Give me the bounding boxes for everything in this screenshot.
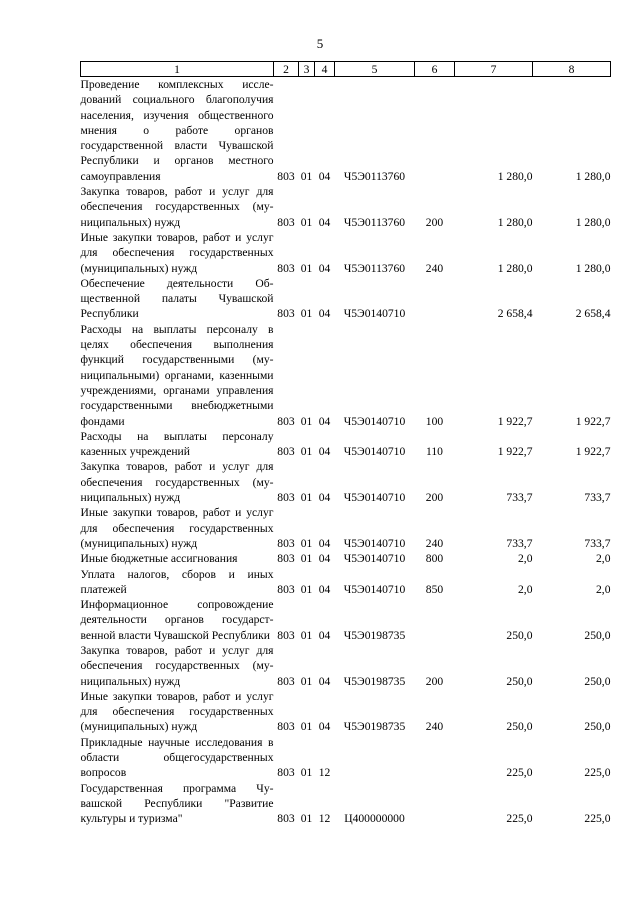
cell-expense-type <box>415 597 455 643</box>
cell-ministry-code: 803 <box>277 445 295 459</box>
cell-section: 01 <box>300 582 313 596</box>
cell-amount-7: 1 280,0 <box>497 215 533 229</box>
cell-section: 01 <box>300 491 313 505</box>
cell-expense-type <box>415 276 455 322</box>
cell-ministry-code: 803 <box>277 720 295 734</box>
cell-ministry-code: 803 <box>277 582 295 596</box>
cell-target-article: Ч5Э0113760 <box>343 261 406 275</box>
cell-amount-8: 2,0 <box>596 582 611 596</box>
cell-expense-type <box>415 735 455 781</box>
cell-section: 01 <box>300 628 313 642</box>
cell-subsection: 04 <box>318 445 331 459</box>
cell-ministry-code: 803 <box>277 491 295 505</box>
cell-section: 01 <box>300 766 313 780</box>
cell-ministry-code: 803 <box>277 674 295 688</box>
header-cell: 2 <box>274 62 299 77</box>
cell-amount-8: 2 658,4 <box>575 307 611 321</box>
cell-section: 01 <box>300 414 313 428</box>
cell-target-article <box>335 735 415 781</box>
cell-amount-8: 1 280,0 <box>575 169 611 183</box>
cell-expense-type: 240 <box>425 536 444 550</box>
cell-amount-8: 225,0 <box>584 812 611 826</box>
cell-subsection: 12 <box>318 766 331 780</box>
cell-section: 01 <box>300 536 313 550</box>
row-name: Закупка товаров, работ и услуг для обеспечения государственных (муниципальных) нужд <box>80 643 274 688</box>
cell-expense-type: 240 <box>425 261 444 275</box>
cell-target-article: Ч5Э0140710 <box>343 307 406 321</box>
cell-amount-8: 2,0 <box>596 552 611 566</box>
cell-target-article: Ч5Э0198735 <box>343 674 406 688</box>
cell-amount-7: 733,7 <box>506 491 533 505</box>
cell-ministry-code: 803 <box>277 628 295 642</box>
cell-amount-8: 1 280,0 <box>575 261 611 275</box>
table-body <box>81 77 611 827</box>
page-number: 5 <box>316 36 324 51</box>
cell-section: 01 <box>300 445 313 459</box>
cell-section: 01 <box>300 307 313 321</box>
cell-section: 01 <box>300 674 313 688</box>
cell-expense-type: 200 <box>425 491 444 505</box>
row-name: Обеспечение деятельности Общественной палаты Чувашской Республики <box>80 276 274 321</box>
cell-amount-8: 733,7 <box>584 536 611 550</box>
cell-target-article: Ч5Э0198735 <box>343 628 406 642</box>
cell-amount-8: 733,7 <box>584 491 611 505</box>
row-name: Иные бюджетные ассигнования <box>80 552 238 566</box>
table-row <box>81 735 611 781</box>
table-row <box>81 322 611 429</box>
cell-expense-type: 110 <box>426 445 443 459</box>
table-row <box>81 643 611 689</box>
row-name: Информационное сопровождение деятельности органов государственной власти Чувашской Республики <box>80 598 274 642</box>
cell-subsection: 04 <box>318 414 331 428</box>
cell-subsection: 04 <box>318 169 331 183</box>
cell-amount-7: 2,0 <box>518 552 533 566</box>
cell-amount-7: 1 922,7 <box>497 414 533 428</box>
cell-target-article: Ч5Э0140710 <box>343 491 406 505</box>
table-row <box>81 184 611 230</box>
cell-amount-8: 1 922,7 <box>575 414 611 428</box>
table-row <box>81 781 611 827</box>
cell-ministry-code: 803 <box>277 536 295 550</box>
row-name: Прикладные научные исследования в области общегосударственных вопросов <box>80 735 274 780</box>
budget-table <box>80 61 611 827</box>
cell-subsection: 04 <box>318 307 331 321</box>
cell-amount-7: 225,0 <box>506 766 533 780</box>
cell-ministry-code: 803 <box>277 414 295 428</box>
cell-amount-7: 2 658,4 <box>497 307 533 321</box>
table-row <box>81 459 611 505</box>
row-name: Расходы на выплаты персоналу казенных учреждений <box>80 429 274 459</box>
cell-amount-8: 1 280,0 <box>575 215 611 229</box>
header-cell: 7 <box>455 62 533 77</box>
cell-subsection: 04 <box>318 536 331 550</box>
header-cell: 4 <box>315 62 335 77</box>
cell-amount-7: 1 922,7 <box>497 445 533 459</box>
cell-target-article: Ч5Э0198735 <box>343 720 406 734</box>
cell-section: 01 <box>300 812 313 826</box>
cell-section: 01 <box>300 215 313 229</box>
cell-amount-8: 250,0 <box>584 720 611 734</box>
row-name: Расходы на выплаты персоналу в целях обеспечения выполнения функций государственными (муниципальными) органами, казенными учреждениями, органами управления государственными внебюджетными фондами <box>80 322 274 428</box>
header-cell: 1 <box>81 62 274 77</box>
cell-amount-8: 250,0 <box>584 628 611 642</box>
header-cell: 3 <box>299 62 315 77</box>
cell-expense-type: 240 <box>425 720 444 734</box>
cell-amount-7: 250,0 <box>506 628 533 642</box>
cell-ministry-code: 803 <box>277 766 295 780</box>
row-name: Проведение комплексных исследований социального благополучия населения, изучения общественного мнения о работе органов государственной власти Чувашской Республики и органов местного самоуправления <box>80 78 274 183</box>
cell-amount-7: 1 280,0 <box>497 261 533 275</box>
cell-target-article: Ч5Э0140710 <box>343 582 406 596</box>
table-row <box>81 505 611 551</box>
row-name: Закупка товаров, работ и услуг для обеспечения государственных (муниципальных) нужд <box>80 460 274 505</box>
table-row <box>81 597 611 643</box>
cell-subsection: 04 <box>318 674 331 688</box>
cell-expense-type: 800 <box>425 552 444 566</box>
cell-amount-8: 225,0 <box>584 766 611 780</box>
cell-target-article: Ч5Э0113760 <box>343 215 406 229</box>
cell-ministry-code: 803 <box>277 261 295 275</box>
table-row <box>81 276 611 322</box>
cell-subsection: 04 <box>318 215 331 229</box>
table-row <box>81 429 611 460</box>
cell-section: 01 <box>300 720 313 734</box>
cell-ministry-code: 803 <box>277 215 295 229</box>
cell-amount-7: 225,0 <box>506 812 533 826</box>
cell-section: 01 <box>300 261 313 275</box>
cell-expense-type: 850 <box>425 582 444 596</box>
cell-ministry-code: 803 <box>277 169 295 183</box>
cell-expense-type: 200 <box>425 215 444 229</box>
table-row <box>81 689 611 735</box>
cell-subsection: 04 <box>318 491 331 505</box>
row-name: Уплата налогов, сборов и иных платежей <box>80 567 274 596</box>
cell-target-article: Ч5Э0140710 <box>343 445 406 459</box>
cell-expense-type <box>415 781 455 827</box>
cell-expense-type <box>415 77 455 185</box>
row-name: Иные закупки товаров, работ и услуг для обеспечения государственных (муниципальных) нужд <box>80 689 274 734</box>
cell-amount-7: 2,0 <box>518 582 533 596</box>
cell-amount-7: 250,0 <box>506 674 533 688</box>
cell-amount-8: 250,0 <box>584 674 611 688</box>
header-cell: 6 <box>415 62 455 77</box>
table-row <box>81 230 611 276</box>
cell-subsection: 04 <box>318 582 331 596</box>
cell-expense-type: 100 <box>425 414 444 428</box>
cell-amount-7: 250,0 <box>506 720 533 734</box>
cell-expense-type: 200 <box>425 674 444 688</box>
cell-target-article: Ч5Э0140710 <box>343 536 406 550</box>
cell-subsection: 04 <box>318 261 331 275</box>
cell-target-article: Ц400000000 <box>344 812 405 826</box>
cell-target-article: Ч5Э0113760 <box>343 169 406 183</box>
cell-amount-7: 733,7 <box>506 536 533 550</box>
cell-amount-8: 1 922,7 <box>575 445 611 459</box>
cell-subsection: 04 <box>318 628 331 642</box>
cell-section: 01 <box>300 169 313 183</box>
row-name: Закупка товаров, работ и услуг для обеспечения государственных (муниципальных) нужд <box>80 185 274 229</box>
cell-subsection: 12 <box>318 812 331 826</box>
cell-ministry-code: 803 <box>277 307 295 321</box>
header-cell: 8 <box>533 62 611 77</box>
cell-amount-7: 1 280,0 <box>497 169 533 183</box>
cell-ministry-code: 803 <box>277 812 295 826</box>
cell-ministry-code: 803 <box>277 552 295 566</box>
header-cell: 5 <box>335 62 415 77</box>
row-name: Иные закупки товаров, работ и услуг для обеспечения государственных (муниципальных) нужд <box>80 230 274 275</box>
cell-section: 01 <box>300 552 313 566</box>
table-row <box>81 551 611 566</box>
cell-target-article: Ч5Э0140710 <box>343 414 406 428</box>
row-name: Государственная программа Чувашской Республики "Развитие культуры и туризма" <box>80 781 274 826</box>
table-header-row <box>81 62 611 77</box>
cell-subsection: 04 <box>318 720 331 734</box>
table-row <box>81 567 611 598</box>
cell-target-article: Ч5Э0140710 <box>343 552 406 566</box>
table-row <box>81 77 611 185</box>
cell-subsection: 04 <box>318 552 331 566</box>
row-name: Иные закупки товаров, работ и услуг для обеспечения государственных (муниципальных) нужд <box>80 506 274 550</box>
